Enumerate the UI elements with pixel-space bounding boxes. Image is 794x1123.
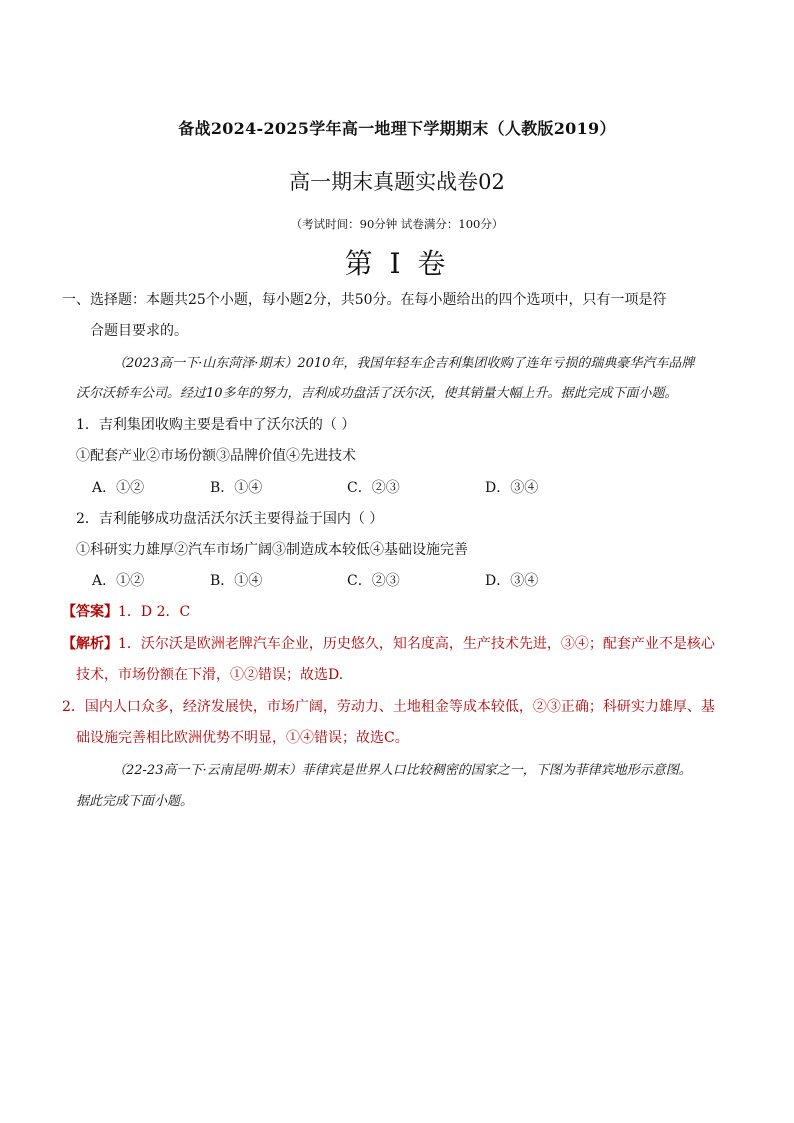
question2-option-a[interactable]: A．①②: [92, 573, 145, 589]
passage2-line1: （22-23高一下·云南昆明·期末）菲律宾是世界人口比较稠密的国家之一，下图为菲律宾地形示意图。: [113, 763, 692, 778]
passage2-line2: 据此完成下面小题。: [76, 794, 194, 809]
analysis-choice: ①②: [230, 667, 258, 683]
analysis-choice: ①④: [286, 730, 314, 746]
analysis-line2: [76, 664, 343, 684]
series-title: 备战2024-2025学年高一地理下学期期末（人教版2019）: [178, 119, 616, 138]
question1-items: ①配套产业②市场份额③品牌价值④先进技术: [76, 448, 356, 464]
question2-option-c[interactable]: C．②③: [347, 573, 400, 589]
question2-items: ①科研实力雄厚②汽车市场广阔③制造成本较低④基础设施完善: [76, 542, 468, 558]
analysis-text: 技术，市场份额在下滑，: [76, 667, 230, 683]
analysis-text: 错误；故选D.: [258, 667, 344, 683]
passage1-line1: （2023高一下·山东菏泽·期末）2010年，我国年轻车企吉利集团收购了连年亏损的瑞典豪华汽车品牌: [113, 356, 695, 371]
section-instruction-line2: 合题目要求的。: [90, 323, 188, 339]
question1-stem: 1．吉利集团收购主要是看中了沃尔沃的（ ）: [76, 417, 356, 433]
section-instruction-line1: 一、选择题：本题共25个小题，每小题2分，共50分。在每小题给出的四个选项中，只有一项是符: [62, 292, 667, 308]
analysis-line3: [62, 696, 715, 716]
volume-heading: 第 I 卷: [344, 247, 450, 280]
exam-info: （考试时间：90分钟 试卷满分：100分）: [290, 217, 504, 231]
analysis-text: 础设施完善相比欧洲优势不明显，: [76, 730, 286, 746]
page-title: 高一期末真题实战卷02: [289, 170, 505, 194]
answer-text: 1．D 2．C: [118, 604, 191, 620]
analysis-text: 2．国内人口众多，经济发展快，市场广阔，劳动力、土地租金等成本较低，: [62, 699, 533, 715]
analysis-text: 正确；科研实力雄厚、基: [560, 699, 715, 715]
question2-option-d[interactable]: D．③④: [485, 573, 539, 589]
question2-stem: 2．吉利能够成功盘活沃尔沃主要得益于国内（ ）: [76, 511, 384, 527]
analysis-line4: [76, 727, 409, 747]
analysis-line1: [62, 633, 715, 653]
analysis-text: 错误；故选C。: [314, 730, 409, 746]
answer-line: [62, 601, 190, 621]
question1-option-c[interactable]: C．②③: [347, 480, 400, 496]
question1-option-d[interactable]: D．③④: [485, 480, 539, 496]
analysis-label: 【解析】: [62, 636, 118, 652]
question1-option-a[interactable]: A．①②: [92, 480, 145, 496]
analysis-text: 1．沃尔沃是欧洲老牌汽车企业，历史悠久，知名度高，生产技术先进，: [118, 636, 561, 652]
analysis-choice: ②③: [532, 699, 561, 715]
passage1-line2: 沃尔沃轿车公司。经过10多年的努力，吉利成功盘活了沃尔沃，使其销量大幅上升。据此完成下面小题。: [76, 386, 678, 401]
answer-label: 【答案】: [62, 604, 118, 620]
question2-option-b[interactable]: B．①④: [210, 573, 263, 589]
question1-option-b[interactable]: B．①④: [210, 480, 263, 496]
analysis-text: ；配套产业不是核心: [588, 636, 715, 652]
analysis-choice: ③④: [560, 636, 589, 652]
